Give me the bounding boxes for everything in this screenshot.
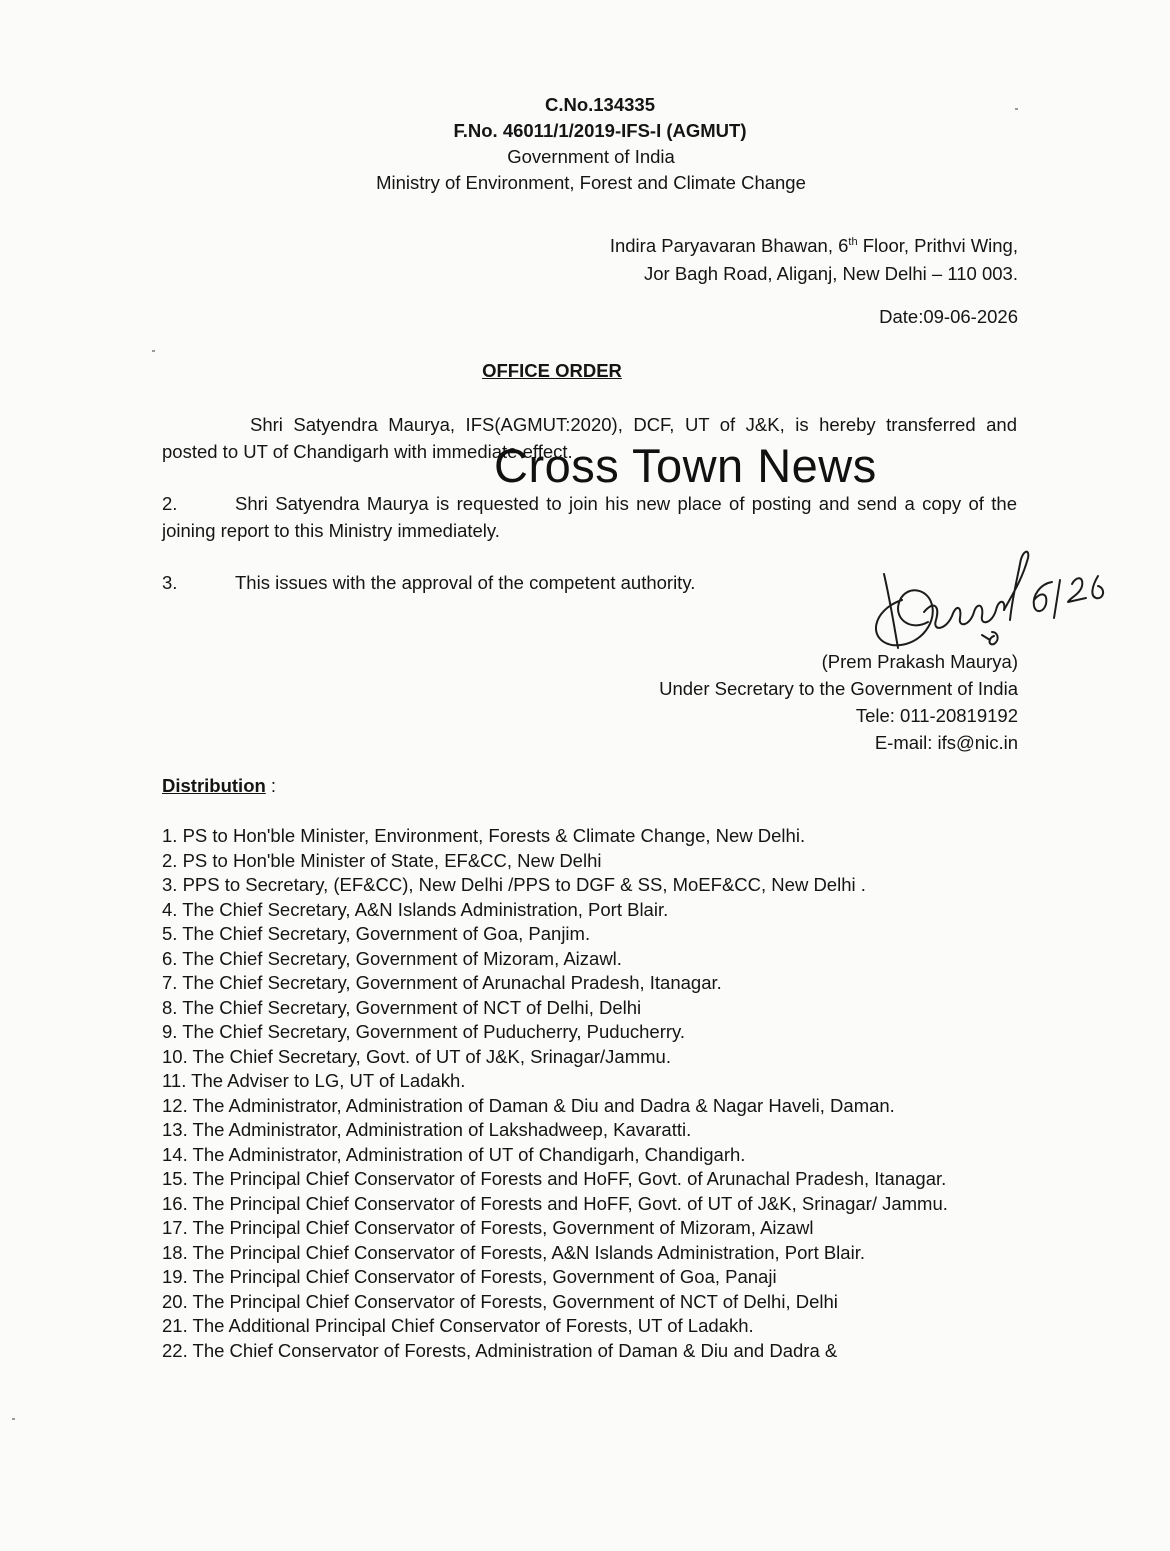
- paragraph-2-text: Shri Satyendra Maurya is requested to join his new place of posting and send a copy of the joining report to this Ministry immediately.: [162, 493, 1017, 541]
- scan-speck: [12, 1418, 15, 1420]
- file-number: F.No. 46011/1/2019-IFS-I (AGMUT): [453, 120, 747, 141]
- office-address: [610, 228, 1018, 288]
- list-item: 17. The Principal Chief Conservator of Forests, Government of Mizoram, Aizawl: [162, 1217, 814, 1238]
- list-item: 5. The Chief Secretary, Government of Goa, Panjim.: [162, 923, 591, 944]
- list-item: 13. The Administrator, Administration of Lakshadweep, Kavaratti.: [162, 1119, 692, 1140]
- address-line-1-pre: Indira Paryavaran Bhawan, 6: [609, 235, 849, 257]
- distribution-heading: [162, 775, 276, 797]
- list-item: 20. The Principal Chief Conservator of Forests, Government of NCT of Delhi, Delhi: [162, 1290, 838, 1312]
- list-item: 4. The Chief Secretary, A&N Islands Administration, Port Blair.: [162, 898, 669, 920]
- list-item: 19. The Principal Chief Conservator of Forests, Government of Goa, Panaji: [162, 1266, 777, 1287]
- list-item: 2. PS to Hon'ble Minister of State, EF&CC, New Delhi: [162, 849, 602, 871]
- list-item: 1. PS to Hon'ble Minister, Environment, Forests & Climate Change, New Delhi.: [162, 825, 806, 846]
- list-item: 8. The Chief Secretary, Government of NCT of Delhi, Delhi: [162, 996, 642, 1018]
- distribution-list: [162, 824, 1022, 1363]
- address-line-1: [610, 228, 1018, 260]
- list-item: 3. PPS to Secretary, (EF&CC), New Delhi /PPS to DGF & SS, MoEF&CC, New Delhi .: [162, 874, 866, 895]
- list-item: 15. The Principal Chief Conservator of Forests and HoFF, Govt. of Arunachal Pradesh, Itanagar.: [162, 1168, 947, 1189]
- address-superscript: th: [848, 236, 858, 248]
- signatory-block: [659, 648, 1018, 756]
- c-no: C.No.134335: [544, 94, 656, 115]
- handwritten-signature: [862, 540, 1122, 660]
- paragraph-1: Shri Satyendra Maurya, IFS(AGMUT:2020), DCF, UT of J&K, is hereby transferred and posted to UT of Chandigarh with immediate effect.: [162, 414, 1017, 462]
- signatory-phone: Tele: 011-20819192: [855, 705, 1018, 726]
- list-item: 6. The Chief Secretary, Government of Mizoram, Aizawl.: [162, 947, 622, 969]
- signatory-designation: Under Secretary to the Government of India: [659, 678, 1018, 699]
- address-line-1-post: Floor, Prithvi Wing,: [857, 235, 1018, 257]
- paragraph-3-text: This issues with the approval of the competent authority.: [235, 572, 696, 593]
- list-item: 21. The Additional Principal Chief Conservator of Forests, UT of Ladakh.: [162, 1315, 754, 1336]
- order-title: OFFICE ORDER: [482, 360, 622, 381]
- signatory-name: (Prem Prakash Maurya): [821, 651, 1018, 672]
- distribution-colon: :: [265, 775, 277, 796]
- government-name: Government of India: [507, 146, 675, 167]
- ministry-name: Ministry of Environment, Forest and Climate Change: [376, 172, 806, 193]
- paragraph-2-number: 2.: [162, 493, 178, 514]
- list-item: 18. The Principal Chief Conservator of Forests, A&N Islands Administration, Port Blair.: [162, 1241, 865, 1263]
- list-item: 10. The Chief Secretary, Govt. of UT of J&K, Srinagar/Jammu.: [162, 1045, 671, 1067]
- scan-speck: [1015, 108, 1018, 110]
- signatory-email: E-mail: ifs@nic.in: [874, 732, 1018, 753]
- news-watermark: Cross Town News: [494, 439, 877, 492]
- order-date: Date:09-06-2026: [879, 306, 1018, 327]
- list-item: 12. The Administrator, Administration of Daman & Diu and Dadra & Nagar Haveli, Daman.: [162, 1094, 895, 1116]
- distribution-title: Distribution: [162, 775, 266, 796]
- list-item: 16. The Principal Chief Conservator of Forests and HoFF, Govt. of UT of J&K, Srinagar/ Jammu.: [162, 1192, 948, 1214]
- list-item: 9. The Chief Secretary, Government of Puducherry, Puducherry.: [162, 1021, 686, 1042]
- list-item: 11. The Adviser to LG, UT of Ladakh.: [162, 1070, 466, 1091]
- address-line-2: Jor Bagh Road, Aliganj, New Delhi – 110 003.: [643, 263, 1018, 285]
- list-item: 22. The Chief Conservator of Forests, Administration of Daman & Diu and Dadra &: [162, 1339, 838, 1361]
- paragraph-3-number: 3.: [162, 572, 178, 593]
- letter-header: [0, 92, 1170, 196]
- list-item: 7. The Chief Secretary, Government of Arunachal Pradesh, Itanagar.: [162, 972, 722, 993]
- list-item: 14. The Administrator, Administration of UT of Chandigarh, Chandigarh.: [162, 1143, 746, 1165]
- paragraph-2: [162, 490, 1017, 544]
- scan-speck: [152, 350, 155, 352]
